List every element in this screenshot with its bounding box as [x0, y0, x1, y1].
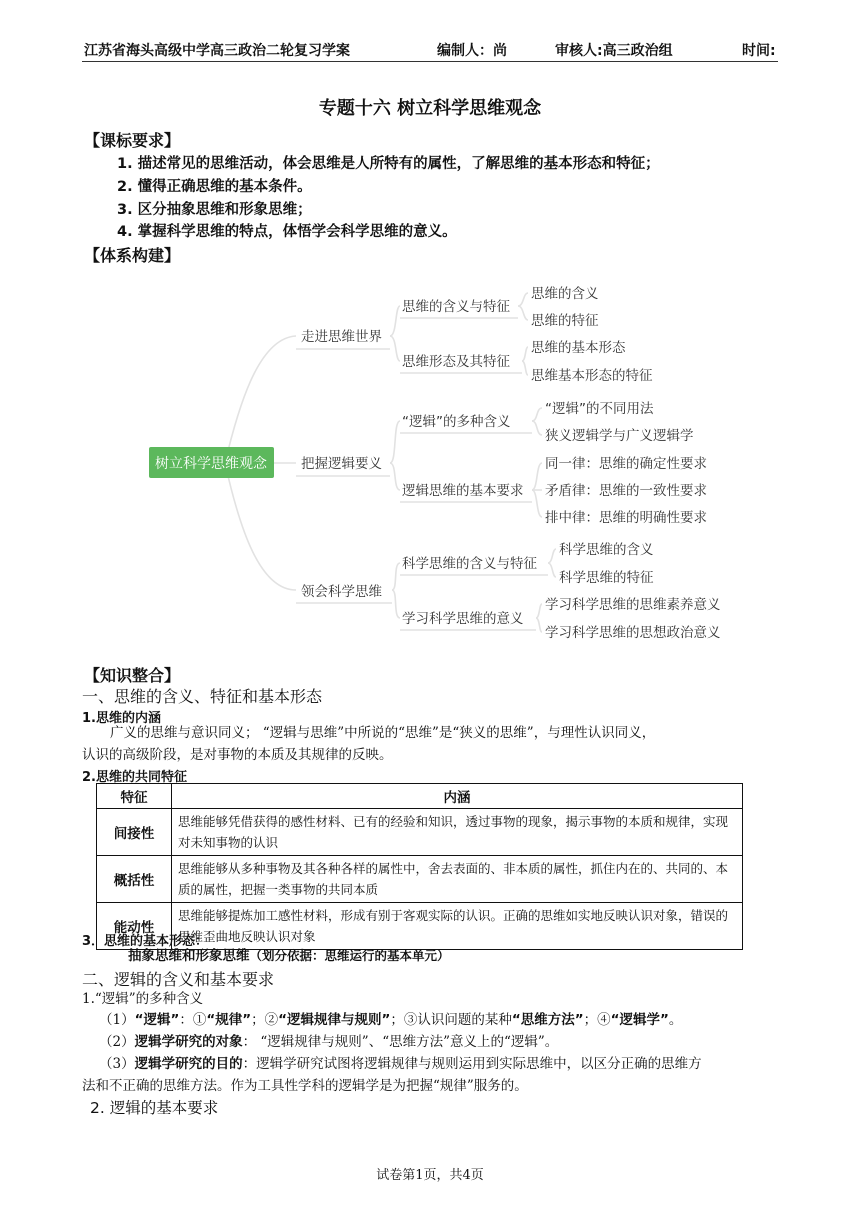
paragraph-line: 广义的思维与意识同义； “逻辑与思维”中所说的“思维”是“狭义的思维”，与理性认识同义，: [110, 725, 656, 741]
header-time: 时间:: [742, 43, 776, 59]
item-number: （3）: [99, 1056, 135, 1072]
item-number: （1）: [99, 1012, 135, 1028]
mind-map-connectors: [225, 293, 556, 632]
term: “规律”: [206, 1012, 252, 1028]
system-heading: 【体系构建】: [84, 246, 181, 265]
mind-map-root: 树立科学思维观念: [155, 456, 267, 472]
paragraph-line: 法和不正确的思维方法。作为工具性学科的逻辑学是为把握“规律”服务的。: [82, 1078, 528, 1094]
sub-branch-label: 思维形态及其特征: [402, 354, 510, 370]
header-reviewer: 审核人:高三政治组: [555, 43, 673, 59]
section-title: 3．思维的基本形态：: [82, 934, 209, 949]
section-title: 1.思维的内涵: [82, 711, 161, 726]
leaf-label: 思维的含义: [531, 286, 599, 302]
leaf-label: “逻辑”的不同用法: [545, 401, 654, 417]
table-cell-feature: 概括性: [97, 856, 172, 903]
table-cell-meaning: 思维能够凭借获得的感性材料、已有的经验和知识，透过事物的现象，揭示事物的本质和规律，实现对未知事物的认识: [172, 809, 743, 856]
header-school: 江苏省海头高级中学高三政治二轮复习学案: [84, 43, 350, 59]
standard-item: 2. 懂得正确思维的基本条件。: [117, 179, 312, 195]
table-cell-feature: 能动性: [97, 903, 172, 950]
page-footer: 试卷第1页，共4页: [376, 1168, 484, 1183]
text: ： “逻辑规律与规则”、“思维方法”意义上的“逻辑”。: [242, 1034, 559, 1050]
term: “逻辑学”: [610, 1012, 669, 1028]
features-table: [96, 783, 743, 950]
table-row: [97, 856, 743, 903]
item-number: （2）: [99, 1034, 135, 1050]
sub-branch-label: 科学思维的含义与特征: [402, 556, 537, 572]
part-one-title: 一、思维的含义、特征和基本形态: [82, 687, 323, 706]
table-cell-feature: 间接性: [97, 809, 172, 856]
term: 逻辑学研究的对象: [134, 1034, 243, 1050]
table-cell-meaning: 思维能够提炼加工感性材料，形成有别于客观实际的认识。正确的思维如实地反映认识对象，错误的思维歪曲地反映认识对象: [172, 903, 743, 950]
section-title: 2.思维的共同特征: [82, 770, 187, 785]
leaf-label: 排中律：思维的明确性要求: [545, 510, 707, 526]
leaf-label: 狭义逻辑学与广义逻辑学: [545, 428, 694, 444]
header-editor: 编制人：尚: [437, 43, 507, 59]
forms-line: [128, 945, 450, 967]
knowledge-heading: 【知识整合】: [84, 666, 181, 685]
forms-note: （划分依据：思维运行的基本单元）: [249, 948, 450, 963]
logic-item-3: [99, 1053, 702, 1075]
standard-item: 1. 描述常见的思维活动，体会思维是人所特有的属性，了解思维的基本形态和特征；: [117, 156, 660, 172]
sub-branch-label: 学习科学思维的意义: [402, 611, 524, 627]
page-title: 专题十六 树立科学思维观念: [318, 98, 542, 119]
part-two-title: 二、逻辑的含义和基本要求: [82, 970, 275, 989]
table-row: [97, 809, 743, 856]
leaf-label: 思维的特征: [531, 313, 599, 329]
table-header: 内涵: [172, 784, 743, 809]
section-title: 2. 逻辑的基本要求: [90, 1099, 219, 1117]
logic-item-1: [99, 1009, 682, 1031]
table-header: 特征: [97, 784, 172, 809]
term: “逻辑”: [134, 1012, 180, 1028]
leaf-label: 学习科学思维的思维素养意义: [545, 597, 721, 613]
forms-bold: 抽象思维和形象思维: [128, 948, 250, 964]
text: ；③认识问题的某种: [390, 1012, 512, 1028]
term: “思维方法”: [511, 1012, 584, 1028]
branch-label: 把握逻辑要义: [301, 456, 382, 472]
standard-item: 3. 区分抽象思维和形象思维；: [117, 202, 312, 218]
text: 。: [668, 1012, 683, 1028]
branch-label: 领会科学思维: [301, 584, 382, 600]
table-header-row: [97, 784, 743, 809]
branch-label: 走进思维世界: [301, 329, 382, 345]
term: 逻辑学研究的目的: [134, 1056, 243, 1072]
leaf-label: 思维的基本形态: [531, 340, 626, 356]
leaf-label: 科学思维的特征: [559, 570, 654, 586]
table-cell-meaning: 思维能够从多种事物及其各种各样的属性中，舍去表面的、非本质的属性，抓住内在的、共同的、本质的属性，把握一类事物的共同本质: [172, 856, 743, 903]
section-title: 1.“逻辑”的多种含义: [82, 991, 204, 1007]
text: ：①: [179, 1012, 207, 1028]
sub-branch-label: “逻辑”的多种含义: [402, 414, 511, 430]
sub-branch-label: 逻辑思维的基本要求: [402, 483, 524, 499]
leaf-label: 科学思维的含义: [559, 542, 654, 558]
paragraph-line: 认识的高级阶段，是对事物的本质及其规律的反映。: [82, 747, 393, 763]
text: ；④: [583, 1012, 611, 1028]
text: ；②: [251, 1012, 279, 1028]
logic-item-2: [99, 1031, 558, 1053]
standards-heading: 【课标要求】: [84, 131, 181, 150]
leaf-label: 同一律：思维的确定性要求: [545, 456, 707, 472]
text: ：逻辑学研究试图将逻辑规律与规则运用到实际思维中，以区分正确的思维方: [242, 1056, 702, 1072]
leaf-label: 学习科学思维的思想政治意义: [545, 625, 721, 641]
standard-item: 4. 掌握科学思维的特点，体悟学会科学思维的意义。: [117, 224, 457, 240]
term: “逻辑规律与规则”: [278, 1012, 391, 1028]
leaf-label: 矛盾律：思维的一致性要求: [545, 483, 707, 499]
leaf-label: 思维基本形态的特征: [531, 368, 653, 384]
sub-branch-label: 思维的含义与特征: [402, 299, 510, 315]
